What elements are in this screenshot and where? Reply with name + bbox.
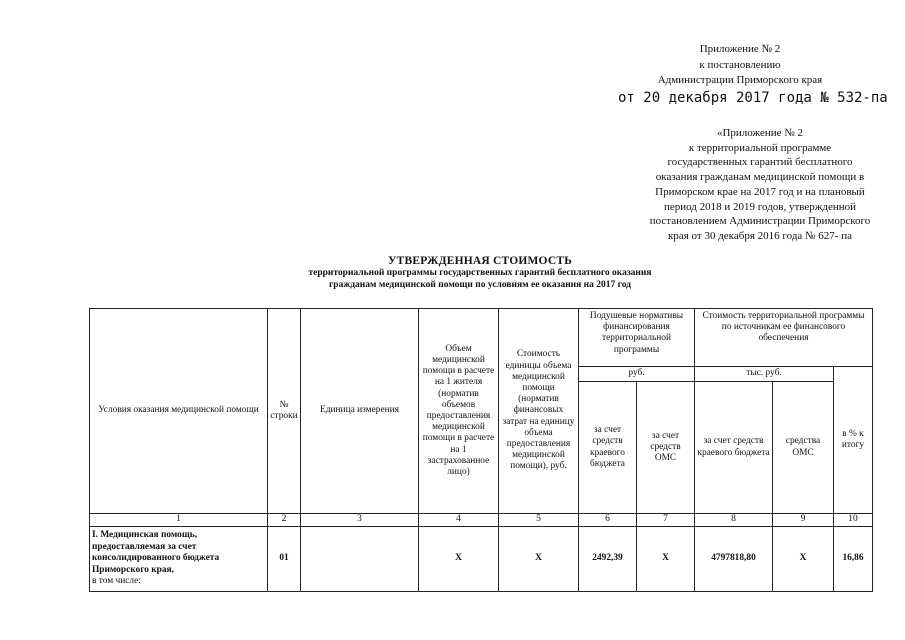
annex-prev-line: к территориальной программе <box>688 141 832 154</box>
title-main: УТВЕРЖДЕННАЯ СТОИМОСТЬ <box>387 255 573 267</box>
header-pc-oms: за счет средств ОМС <box>637 382 695 514</box>
row-cost: Х <box>499 527 579 592</box>
header-cost: Стоимость единицы объема медицинской помощи (норматив финансовых затрат на единицу объема предоставления медицинской помощи), руб. <box>499 309 579 514</box>
annex-prev-line: государственных гарантий бесплатного <box>667 156 853 169</box>
column-number: 4 <box>419 514 499 527</box>
header-conditions: Условия оказания медицинской помощи <box>90 309 268 514</box>
annex-line: к постановлению <box>699 58 781 71</box>
header-row-no: № строки <box>268 309 301 514</box>
column-number: 9 <box>773 514 834 527</box>
header-per-capita: Подушевые нормативы финансирования территориальной программы <box>579 309 695 367</box>
row-pc-oms: Х <box>637 527 695 592</box>
column-number: 1 <box>90 514 268 527</box>
column-number: 8 <box>695 514 773 527</box>
annex-line: Приложение № 2 <box>699 43 781 55</box>
header-pc-regional: за счет средств краевого бюджета <box>579 382 637 514</box>
row-pc-regional: 2492,39 <box>579 527 637 592</box>
column-number-row <box>90 514 873 527</box>
cost-table <box>89 308 873 592</box>
column-number: 6 <box>579 514 637 527</box>
title-line: территориальной программы государственных гарантий бесплатного оказания <box>308 268 652 278</box>
row-label-main: I. Медицинская помощь, предоставляемая за счет консолидированного бюджета Приморского края, <box>92 530 220 575</box>
header-pct: в % к итогу <box>834 367 873 514</box>
row-number: 01 <box>268 527 301 592</box>
annex-prev-line: края от 30 декабря 2016 года № 627- па <box>668 229 852 242</box>
row-label <box>90 527 268 592</box>
title-line: гражданам медицинской помощи по условиям ее оказания на 2017 год <box>328 280 631 290</box>
header-total-unit: тыс. руб. <box>695 367 834 382</box>
order-date-line: от 20 декабря 2017 года № 532-па <box>618 90 888 106</box>
document-title <box>250 255 710 291</box>
annex-line: Администрации Приморского края <box>657 74 823 86</box>
row-unit <box>301 527 419 592</box>
column-number: 7 <box>637 514 695 527</box>
annex-prev-line: «Приложение № 2 <box>716 127 804 139</box>
row-volume: Х <box>419 527 499 592</box>
table-row <box>90 527 873 592</box>
header-volume: Объем медицинской помощи в расчете на 1 жителя (норматив объемов предоставления медицинской помощи в расчете на 1 застрахованное лицо) <box>419 309 499 514</box>
header-per-capita-unit: руб. <box>579 367 695 382</box>
annex-prev-line: оказания гражданам медицинской помощи в <box>655 171 865 184</box>
annex-prev-line: постановлением Администрации Приморского <box>649 215 871 228</box>
annex-prev-header <box>615 126 905 244</box>
header-unit: Единица измерения <box>301 309 419 514</box>
annex-header <box>615 42 865 89</box>
column-number: 5 <box>499 514 579 527</box>
row-tc-oms: Х <box>773 527 834 592</box>
row-tc-regional: 4797818,80 <box>695 527 773 592</box>
column-number: 2 <box>268 514 301 527</box>
header-tc-regional: за счет средств краевого бюджета <box>695 382 773 514</box>
annex-prev-line: Приморском крае на 2017 год и на плановый <box>655 185 865 198</box>
annex-prev-line: период 2018 и 2019 годов, утвержденной <box>663 200 857 213</box>
row-tc-pct: 16,86 <box>834 527 873 592</box>
column-number: 10 <box>834 514 873 527</box>
row-label-sub: в том числе: <box>92 576 141 586</box>
column-number: 3 <box>301 514 419 527</box>
header-total-cost: Стоимость территориальной программы по источникам ее финансового обеспечения <box>695 309 873 367</box>
header-tc-oms: средства ОМС <box>773 382 834 514</box>
